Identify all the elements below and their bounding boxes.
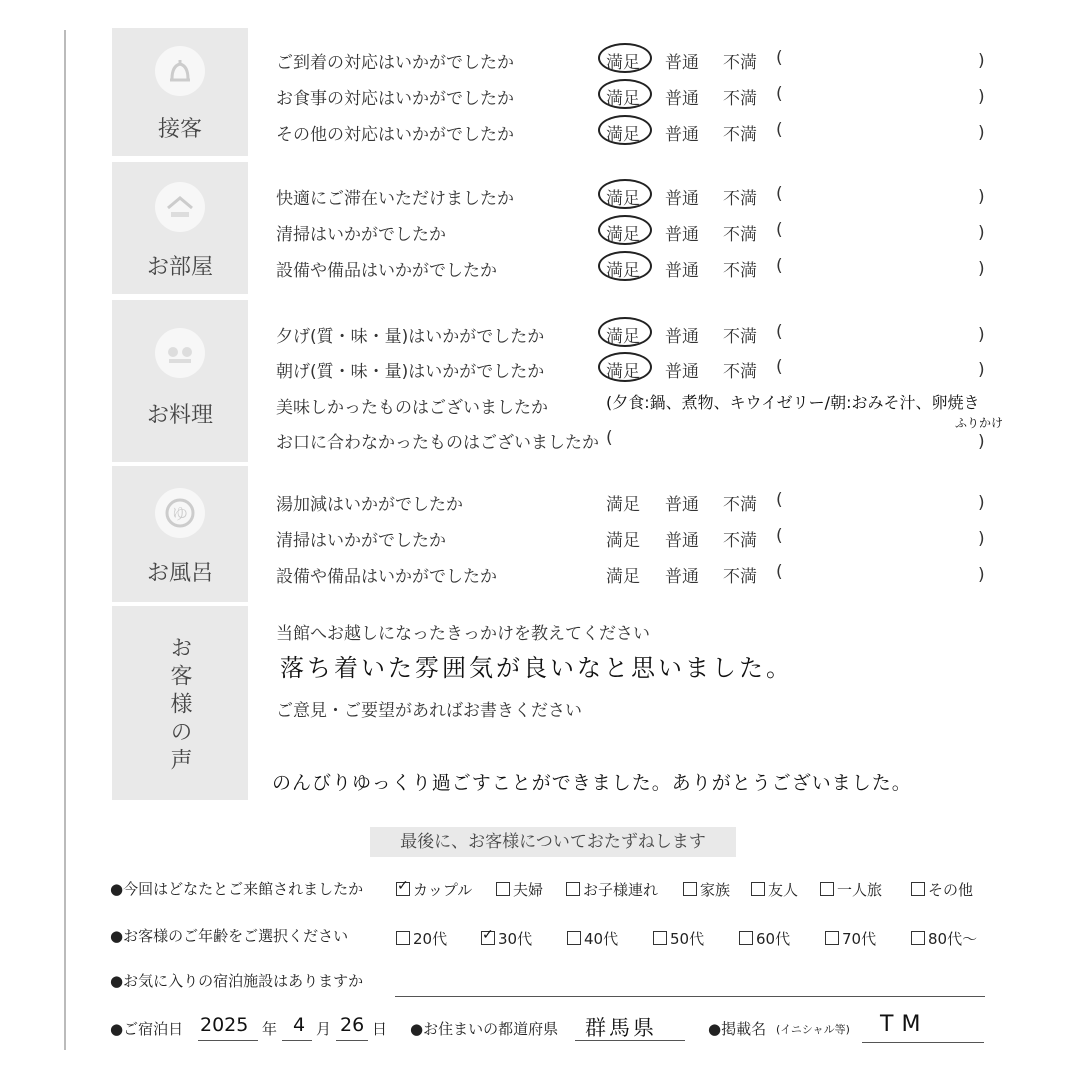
month-unit: 月 bbox=[316, 1020, 332, 1038]
question-liked-food: 美味しかったものはございましたか bbox=[276, 398, 548, 418]
checkbox-option[interactable] bbox=[396, 928, 447, 949]
paren-open: ( bbox=[776, 48, 783, 68]
selected-rating-circle bbox=[598, 79, 652, 109]
rating-option[interactable]: 普通 bbox=[665, 125, 699, 145]
question-bath-cleaning: 清掃はいかがでしたか bbox=[276, 531, 446, 551]
rating-option[interactable]: 不満 bbox=[723, 53, 757, 73]
rating-option[interactable]: 満足 bbox=[606, 189, 640, 209]
paren-close: ) bbox=[978, 325, 985, 345]
section-room bbox=[112, 162, 248, 294]
rating-option[interactable]: 満足 bbox=[606, 261, 640, 281]
question-comments: ご意見・ご要望があればお書きください bbox=[276, 701, 582, 721]
rating-option[interactable]: 普通 bbox=[665, 327, 699, 347]
checkbox-icon[interactable] bbox=[751, 882, 765, 896]
rating-option[interactable]: 普通 bbox=[665, 362, 699, 382]
prefecture-label: ●お住まいの都道府県 bbox=[410, 1020, 559, 1038]
selected-rating-circle bbox=[598, 215, 652, 245]
rating-option[interactable]: 満足 bbox=[606, 567, 640, 587]
checkbox-option[interactable] bbox=[567, 928, 618, 949]
section-label: お客様の声 bbox=[167, 636, 192, 776]
checkbox-option[interactable] bbox=[911, 879, 973, 900]
paren-open: ( bbox=[776, 322, 783, 342]
section-label: お部屋 bbox=[146, 255, 213, 280]
rating-option[interactable]: 満足 bbox=[606, 495, 640, 515]
rating-option[interactable]: 不満 bbox=[723, 495, 757, 515]
checkbox-label: 一人旅 bbox=[837, 881, 883, 899]
stay-day: 26 bbox=[340, 1014, 365, 1036]
favorite-lodging-line[interactable] bbox=[395, 996, 985, 997]
checkbox-label: 80代〜 bbox=[928, 930, 978, 948]
rating-option[interactable]: 不満 bbox=[723, 567, 757, 587]
checkbox-label: 50代 bbox=[670, 930, 705, 948]
rating-option[interactable]: 普通 bbox=[665, 531, 699, 551]
question-meal-service: お食事の対応はいかがでしたか bbox=[276, 89, 514, 109]
stay-month-line bbox=[282, 1040, 312, 1041]
question-breakfast: 朝げ(質・味・量)はいかがでしたか bbox=[276, 362, 545, 382]
rating-option[interactable]: 満足 bbox=[606, 327, 640, 347]
paren-open: ( bbox=[776, 490, 783, 510]
checkbox-option[interactable] bbox=[396, 879, 472, 900]
checkbox-label: 20代 bbox=[413, 930, 448, 948]
checkbox-option[interactable] bbox=[566, 879, 658, 900]
question-comfort: 快適にご滞在いただけましたか bbox=[276, 189, 514, 209]
selected-rating-circle bbox=[598, 43, 652, 73]
paren-open: ( bbox=[606, 428, 613, 448]
answer-comment: のんびりゆっくり過ごすことができました。ありがとうございました。 bbox=[272, 772, 912, 794]
rating-option[interactable]: 不満 bbox=[723, 531, 757, 551]
checkbox-icon[interactable] bbox=[820, 882, 834, 896]
prefecture-value: 群馬県 bbox=[585, 1016, 657, 1040]
checkbox-icon[interactable] bbox=[739, 931, 753, 945]
checkbox-label: 家族 bbox=[700, 881, 731, 899]
question-room-equipment: 設備や備品はいかがでしたか bbox=[276, 261, 497, 281]
display-name-label: ●掲載名 bbox=[708, 1020, 767, 1038]
rating-option[interactable]: 普通 bbox=[665, 495, 699, 515]
checkbox-icon[interactable] bbox=[911, 931, 925, 945]
checked-box-icon[interactable] bbox=[396, 882, 410, 896]
checked-box-icon[interactable] bbox=[481, 931, 495, 945]
paren-open: ( bbox=[776, 184, 783, 204]
rating-option[interactable]: 満足 bbox=[606, 225, 640, 245]
section-label: 接客 bbox=[157, 117, 202, 142]
checkbox-icon[interactable] bbox=[653, 931, 667, 945]
year-unit: 年 bbox=[262, 1020, 278, 1038]
stay-day-line bbox=[336, 1040, 368, 1041]
section-voice bbox=[112, 606, 248, 800]
checkbox-label: お子様連れ bbox=[583, 881, 659, 899]
paren-close: ) bbox=[978, 187, 985, 207]
paren-open: ( bbox=[776, 84, 783, 104]
checkbox-icon[interactable] bbox=[683, 882, 697, 896]
rating-option[interactable]: 満足 bbox=[606, 362, 640, 382]
prefecture-line bbox=[575, 1040, 685, 1041]
rating-option[interactable]: 普通 bbox=[665, 567, 699, 587]
stay-year: 2025 bbox=[200, 1014, 249, 1036]
display-name-line bbox=[862, 1042, 984, 1043]
answer-liked-food-cont: ふりかけ bbox=[955, 416, 1004, 430]
rating-option[interactable]: 満足 bbox=[606, 125, 640, 145]
section-label: お料理 bbox=[146, 403, 213, 428]
selected-rating-circle bbox=[598, 115, 652, 145]
answer-reason: 落ち着いた雰囲気が良いなと思いました。 bbox=[280, 654, 793, 682]
checkbox-label: 30代 bbox=[498, 930, 533, 948]
paren-open: ( bbox=[776, 256, 783, 276]
question-age: ●お客様のご年齢をご選択ください bbox=[110, 927, 349, 945]
rating-option[interactable]: 不満 bbox=[723, 362, 757, 382]
section-label: お風呂 bbox=[146, 561, 213, 586]
display-name-hint: (イニシャル等) bbox=[776, 1023, 850, 1036]
checkbox-option[interactable] bbox=[683, 879, 730, 900]
checkbox-icon[interactable] bbox=[496, 882, 510, 896]
paren-open: ( bbox=[776, 562, 783, 582]
rating-option[interactable]: 普通 bbox=[665, 53, 699, 73]
rating-option[interactable]: 不満 bbox=[723, 225, 757, 245]
checkbox-label: 60代 bbox=[756, 930, 791, 948]
bath-yu-icon bbox=[155, 488, 205, 538]
paren-close: ) bbox=[978, 87, 985, 107]
checkbox-option[interactable] bbox=[481, 928, 532, 949]
paren-close: ) bbox=[978, 529, 985, 549]
rating-option[interactable]: 普通 bbox=[665, 189, 699, 209]
rating-option[interactable]: 不満 bbox=[723, 125, 757, 145]
checkbox-label: 70代 bbox=[842, 930, 877, 948]
bell-service-icon bbox=[155, 46, 205, 96]
section-food bbox=[112, 300, 248, 462]
paren-close: ) bbox=[978, 565, 985, 585]
question-room-cleaning: 清掃はいかがでしたか bbox=[276, 225, 446, 245]
rating-option[interactable]: 満足 bbox=[606, 89, 640, 109]
rating-option[interactable]: 普通 bbox=[665, 89, 699, 109]
checkbox-icon[interactable] bbox=[825, 931, 839, 945]
checkbox-option[interactable] bbox=[653, 928, 704, 949]
checkbox-option[interactable] bbox=[739, 928, 790, 949]
stay-date-label: ●ご宿泊日 bbox=[110, 1020, 184, 1038]
checkbox-icon[interactable] bbox=[566, 882, 580, 896]
checkbox-option[interactable] bbox=[911, 928, 977, 949]
left-margin-line bbox=[64, 30, 66, 1050]
rating-option[interactable]: 普通 bbox=[665, 261, 699, 281]
selected-rating-circle bbox=[598, 352, 652, 382]
paren-close: ) bbox=[978, 223, 985, 243]
question-dinner: 夕げ(質・味・量)はいかがでしたか bbox=[276, 327, 545, 347]
checkbox-icon[interactable] bbox=[567, 931, 581, 945]
question-reason: 当館へお越しになったきっかけを教えてください bbox=[276, 624, 650, 644]
paren-close: ) bbox=[978, 432, 985, 452]
paren-open: ( bbox=[776, 526, 783, 546]
rating-option[interactable]: 不満 bbox=[723, 189, 757, 209]
selected-rating-circle bbox=[598, 317, 652, 347]
question-bath-temperature: 湯加減はいかがでしたか bbox=[276, 495, 463, 515]
room-house-icon bbox=[155, 182, 205, 232]
section-service bbox=[112, 28, 248, 156]
checkbox-label: カップル bbox=[413, 881, 473, 899]
stay-month: 4 bbox=[293, 1014, 306, 1036]
selected-rating-circle bbox=[598, 251, 652, 281]
display-name-value: TM bbox=[880, 1012, 929, 1037]
checkbox-icon[interactable] bbox=[396, 931, 410, 945]
paren-open: ( bbox=[776, 357, 783, 377]
question-companion: ●今回はどなたとご来館されましたか bbox=[110, 880, 364, 898]
question-arrival: ご到着の対応はいかがでしたか bbox=[276, 53, 514, 73]
rating-option[interactable]: 普通 bbox=[665, 225, 699, 245]
rating-option[interactable]: 不満 bbox=[723, 327, 757, 347]
svg-text:ゆ: ゆ bbox=[171, 504, 189, 523]
checkbox-label: 40代 bbox=[584, 930, 619, 948]
footer-title: 最後に、お客様についておたずねします bbox=[370, 827, 736, 857]
paren-close: ) bbox=[978, 51, 985, 71]
question-other-service: その他の対応はいかがでしたか bbox=[276, 125, 514, 145]
checkbox-label: その他 bbox=[928, 881, 974, 899]
rating-option[interactable]: 不満 bbox=[723, 261, 757, 281]
day-unit: 日 bbox=[372, 1020, 388, 1038]
dishes-icon bbox=[155, 328, 205, 378]
rating-option[interactable]: 満足 bbox=[606, 53, 640, 73]
question-bath-equipment: 設備や備品はいかがでしたか bbox=[276, 567, 497, 587]
rating-option[interactable]: 満足 bbox=[606, 531, 640, 551]
checkbox-label: 友人 bbox=[768, 881, 799, 899]
selected-rating-circle bbox=[598, 179, 652, 209]
checkbox-label: 夫婦 bbox=[513, 881, 544, 899]
question-disliked-food: お口に合わなかったものはございましたか bbox=[276, 433, 599, 453]
paren-close: ) bbox=[978, 123, 985, 143]
paren-close: ) bbox=[978, 493, 985, 513]
answer-liked-food: (夕食:鍋、煮物、キウイゼリー/朝:おみそ汁、卵焼き bbox=[606, 393, 980, 412]
paren-close: ) bbox=[978, 259, 985, 279]
checkbox-option[interactable] bbox=[751, 879, 798, 900]
section-bath bbox=[112, 466, 248, 602]
checkbox-option[interactable] bbox=[496, 879, 543, 900]
checkbox-option[interactable] bbox=[825, 928, 876, 949]
checkbox-option[interactable] bbox=[820, 879, 882, 900]
paren-open: ( bbox=[776, 120, 783, 140]
rating-option[interactable]: 不満 bbox=[723, 89, 757, 109]
paren-close: ) bbox=[978, 360, 985, 380]
question-favorite-lodging: ●お気に入りの宿泊施設はありますか bbox=[110, 972, 364, 990]
paren-open: ( bbox=[776, 220, 783, 240]
checkbox-icon[interactable] bbox=[911, 882, 925, 896]
stay-year-line bbox=[198, 1040, 258, 1041]
